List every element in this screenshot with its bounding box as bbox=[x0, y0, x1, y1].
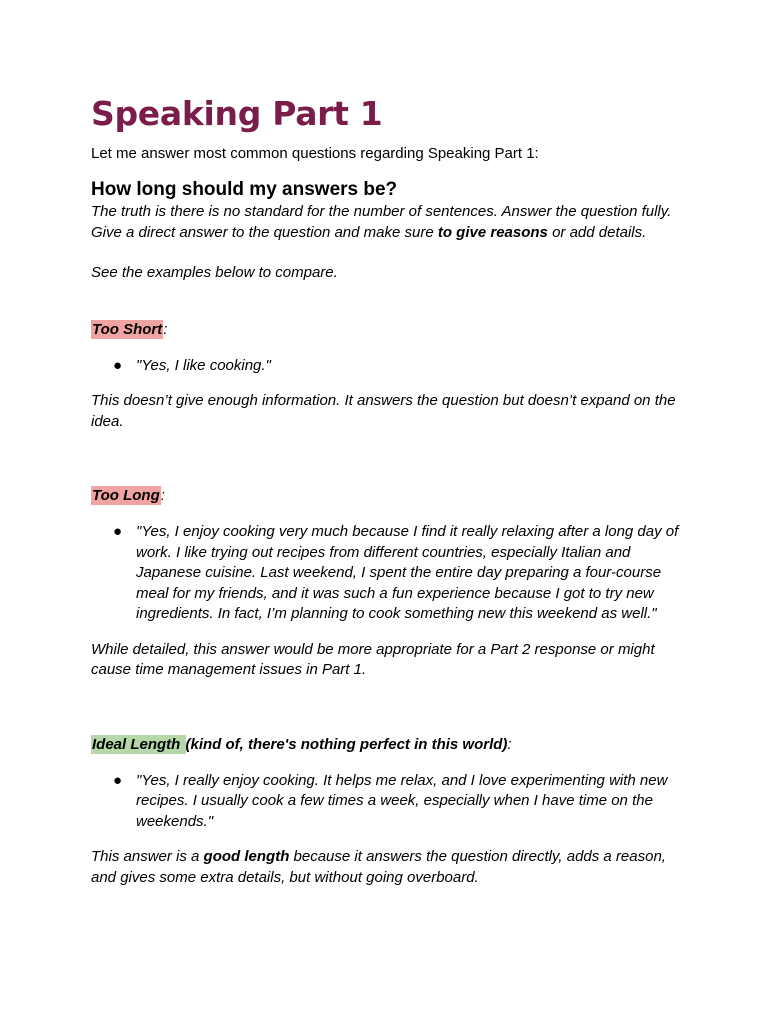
list-item bbox=[91, 356, 691, 377]
too-long-comment: While detailed, this answer would be more appropriate for a Part 2 response or might cause time management issues in Part 1. bbox=[91, 640, 655, 678]
ideal-comment-part-b: because it answers the question directly, adds a reason, and gives some extra details, but without going overboard. bbox=[91, 848, 666, 886]
ideal-example: "Yes, I really enjoy cooking. It helps me relax, and I love experimenting with new recipes. I usually cook a few times a week, especially when I have time on the weekends." bbox=[136, 771, 668, 830]
document-page bbox=[91, 92, 691, 888]
too-long-label: Too Long bbox=[92, 487, 160, 504]
intro-text: Let me answer most common questions regarding Speaking Part 1: bbox=[91, 145, 539, 162]
list-item bbox=[91, 522, 691, 625]
ideal-suffix: : bbox=[507, 735, 512, 753]
too-short-suffix: : bbox=[163, 320, 168, 338]
ideal-comment bbox=[91, 847, 691, 888]
section-paragraph-2: See the examples below to compare. bbox=[91, 264, 338, 281]
section-paragraph-1-bold: to give reasons bbox=[437, 223, 548, 241]
too-short-list bbox=[91, 356, 691, 377]
section-heading: How long should my answers be? bbox=[91, 179, 398, 200]
too-long-suffix: : bbox=[160, 487, 165, 504]
list-item bbox=[91, 771, 691, 833]
section-paragraph-1 bbox=[91, 202, 691, 243]
bullet-icon: ● bbox=[113, 771, 123, 789]
section-paragraph-1-part-b: or add details. bbox=[547, 223, 647, 241]
too-short-label-line bbox=[91, 320, 691, 340]
ideal-label-line bbox=[91, 735, 691, 755]
too-long-label-line bbox=[91, 486, 691, 506]
too-short-label: Too Short bbox=[92, 320, 163, 338]
section-paragraph-1-part-a: The truth is there is no standard for the number of sentences. Answer the question fully. Give a direct answer to the question and make sure bbox=[91, 203, 672, 241]
ideal-comment-bold: good length bbox=[203, 848, 290, 865]
too-short-comment: This doesn’t give enough information. It answers the question but doesn’t expand on the idea. bbox=[91, 392, 676, 430]
ideal-comment-part-a: This answer is a bbox=[91, 848, 204, 865]
page-title: Speaking Part 1 bbox=[91, 94, 383, 133]
bullet-icon: ● bbox=[113, 523, 123, 540]
ideal-label-extra: (kind of, there's nothing perfect in this world) bbox=[185, 735, 508, 753]
ideal-list bbox=[91, 771, 691, 833]
too-short-example: "Yes, I like cooking." bbox=[136, 356, 271, 374]
bullet-icon: ● bbox=[113, 356, 123, 374]
ideal-label: Ideal Length bbox=[92, 735, 185, 753]
too-long-list bbox=[91, 522, 691, 625]
too-long-example: "Yes, I enjoy cooking very much because I find it really relaxing after a long day of work. I like trying out recipes from different countries, especially Italian and Japanese cuisine. Last weekend, I spent the entire day preparing a four-course meal for my friends, and it was such a fun experience because I got to try new ingredients. In fact, I’m planning to cook something new this weekend as well." bbox=[136, 523, 679, 622]
